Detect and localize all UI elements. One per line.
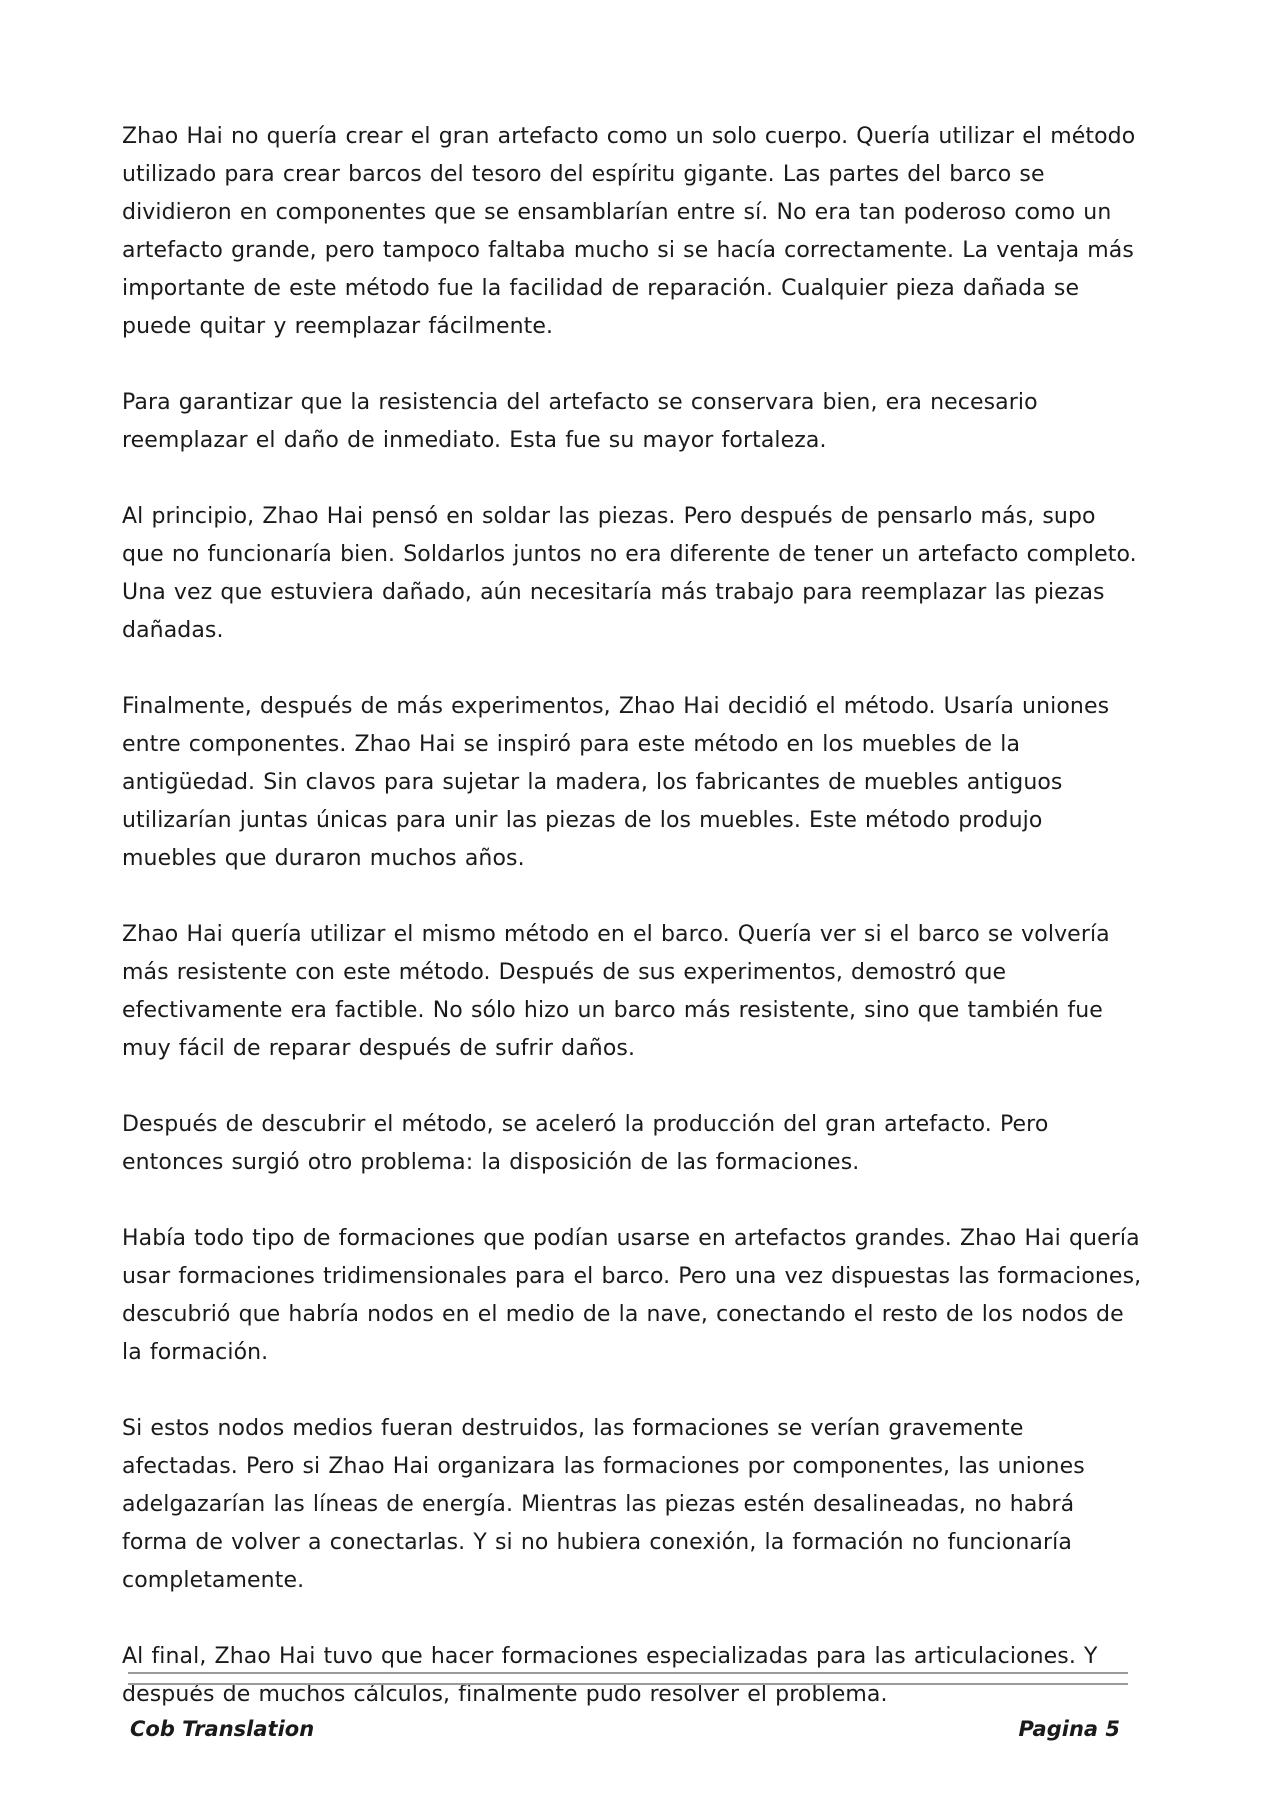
- paragraph-9: Al final, Zhao Hai tuvo que hacer formaciones especializadas para las articulaciones. Y después de muchos cálculos, finalmente pudo resolver el problema.: [122, 1644, 1098, 1707]
- paragraph-1: Zhao Hai no quería crear el gran artefacto como un solo cuerpo. Quería utilizar el método utilizado para crear barcos del tesoro del espíritu gigante. Las partes del barco se dividieron en componentes que se ensamblarían entre sí. No era tan poderoso como un artefacto grande, pero tampoco faltaba mucho si se hacía correctamente. La ventaja más importante de este método fue la facilidad de reparación. Cualquier pieza dañada se puede quitar y reemplazar fácilmente.: [122, 124, 1136, 339]
- paragraph-4: Finalmente, después de más experimentos, Zhao Hai decidió el método. Usaría uniones entre componentes. Zhao Hai se inspiró para este método en los muebles de la antigüedad. Sin clavos para sujetar la madera, los fabricantes de muebles antiguos utilizarían juntas únicas para unir las piezas de los muebles. Este método produjo muebles que duraron muchos años.: [122, 694, 1110, 871]
- paragraph-3: Al principio, Zhao Hai pensó en soldar las piezas. Pero después de pensarlo más, supo que no funcionaría bien. Soldarlos juntos no era diferente de tener un artefacto completo. Una vez que estuviera dañado, aún necesitaría más trabajo para reemplazar las piezas dañadas.: [122, 504, 1137, 643]
- footer-divider-top: [128, 1672, 1128, 1674]
- footer-page-number: Pagina 5: [1018, 1717, 1120, 1741]
- footer-divider-bottom: [128, 1683, 1128, 1685]
- paragraph-2: Para garantizar que la resistencia del artefacto se conservara bien, era necesario reemplazar el daño de inmediato. Esta fue su mayor fortaleza.: [122, 390, 1038, 453]
- paragraph-7: Había todo tipo de formaciones que podían usarse en artefactos grandes. Zhao Hai quería usar formaciones tridimensionales para el barco. Pero una vez dispuestas las formaciones, descubrió que habría nodos en el medio de la nave, conectando el resto de los nodos de la formación.: [122, 1226, 1142, 1365]
- paragraph-8: Si estos nodos medios fueran destruidos, las formaciones se verían gravemente afectadas. Pero si Zhao Hai organizara las formaciones por componentes, las uniones adelgazarían las líneas de energía. Mientras las piezas estén desalineadas, no habrá forma de volver a conectarlas. Y si no hubiera conexión, la formación no funcionaría completamente.: [122, 1416, 1085, 1593]
- paragraph-6: Después de descubrir el método, se aceleró la producción del gran artefacto. Pero entonces surgió otro problema: la disposición de las formaciones.: [122, 1112, 1049, 1175]
- paragraph-5: Zhao Hai quería utilizar el mismo método en el barco. Quería ver si el barco se volvería más resistente con este método. Después de sus experimentos, demostró que efectivamente era factible. No sólo hizo un barco más resistente, sino que también fue muy fácil de reparar después de sufrir daños.: [122, 922, 1110, 1061]
- body-text: [122, 118, 1142, 1752]
- footer-translator-name: Cob Translation: [130, 1717, 315, 1741]
